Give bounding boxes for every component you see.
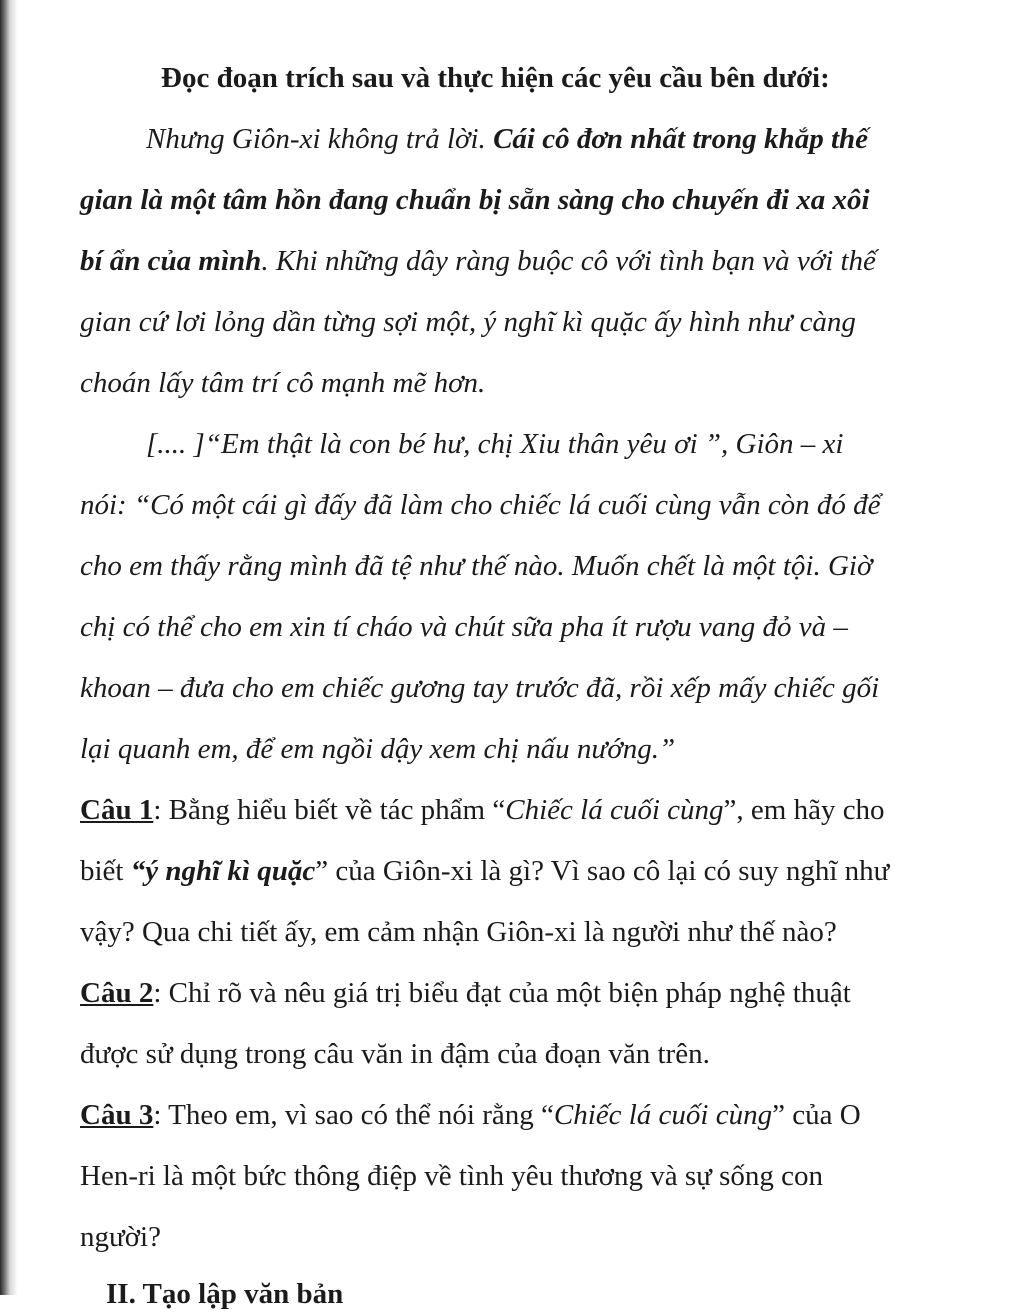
- page-title: Đọc đoạn trích sau và thực hiện các yêu cầu bên dưới:: [161, 62, 830, 94]
- question-1: [80, 792, 885, 828]
- passage-line: gian là một tâm hồn đang chuẩn bị sẵn sàng cho chuyến đi xa xôi: [80, 184, 870, 216]
- quoted-phrase: “ý nghĩ kì quặc: [130, 855, 316, 887]
- passage-line: [80, 243, 876, 279]
- question-text: ” của O: [772, 1099, 861, 1131]
- passage-line: choán lấy tâm trí cô mạnh mẽ hơn.: [80, 367, 486, 399]
- question-line: [80, 853, 889, 889]
- question-3: [80, 1097, 861, 1133]
- passage-line: gian cứ lơi lỏng dần từng sợi một, ý nghĩ kì quặc ấy hình như càng: [80, 306, 856, 338]
- passage-bold-text: bí ẩn của mình: [80, 245, 262, 277]
- passage-line: [.... ]“Em thật là con bé hư, chị Xiu thân yêu ơi ”, Giôn – xi: [146, 428, 844, 460]
- question-text: : Chỉ rõ và nêu giá trị biểu đạt của một biện pháp nghệ thuật: [153, 977, 851, 1009]
- passage-line: nói: “Có một cái gì đấy đã làm cho chiếc lá cuối cùng vẫn còn đó để: [80, 489, 881, 521]
- question-line: người?: [80, 1221, 161, 1253]
- question-3-label: Câu 3: [80, 1099, 154, 1131]
- passage-line: lại quanh em, để em ngồi dậy xem chị nấu nướng.”: [80, 733, 676, 765]
- passage-bold-text: Cái cô đơn nhất trong khắp thế: [493, 123, 868, 155]
- question-2: [80, 975, 851, 1011]
- work-title: Chiếc lá cuối cùng: [505, 794, 724, 826]
- work-title: Chiếc lá cuối cùng: [553, 1099, 773, 1131]
- question-text: biết: [80, 855, 131, 887]
- passage-line: cho em thấy rằng mình đã tệ như thế nào. Muốn chết là một tội. Giờ: [80, 550, 873, 582]
- question-text: : Bằng hiểu biết về tác phẩm “: [153, 794, 506, 826]
- question-line: vậy? Qua chi tiết ấy, em cảm nhận Giôn-xi là người như thế nào?: [80, 916, 837, 948]
- passage-line: chị có thể cho em xin tí cháo và chút sữa pha ít rượu vang đỏ và –: [80, 611, 848, 643]
- passage-text: Nhưng Giôn-xi không trả lời.: [146, 123, 494, 155]
- passage-line: khoan – đưa cho em chiếc gương tay trước đã, rồi xếp mấy chiếc gối: [80, 672, 880, 704]
- question-2-label: Câu 2: [80, 977, 154, 1009]
- question-text: ”, em hãy cho: [723, 794, 885, 826]
- question-line: Hen-ri là một bức thông điệp về tình yêu thương và sự sống con: [80, 1160, 824, 1192]
- question-text: : Theo em, vì sao có thể nói rằng “: [153, 1099, 554, 1131]
- question-text: ” của Giôn-xi là gì? Vì sao cô lại có suy nghĩ như: [315, 855, 890, 887]
- passage-text: . Khi những dây ràng buộc cô với tình bạn và với thế: [261, 245, 876, 277]
- passage-line: [146, 121, 868, 157]
- next-section-heading: II. Tạo lập văn bản: [106, 1278, 344, 1310]
- question-line: được sử dụng trong câu văn in đậm của đoạn văn trên.: [80, 1038, 710, 1070]
- question-1-label: Câu 1: [80, 794, 154, 826]
